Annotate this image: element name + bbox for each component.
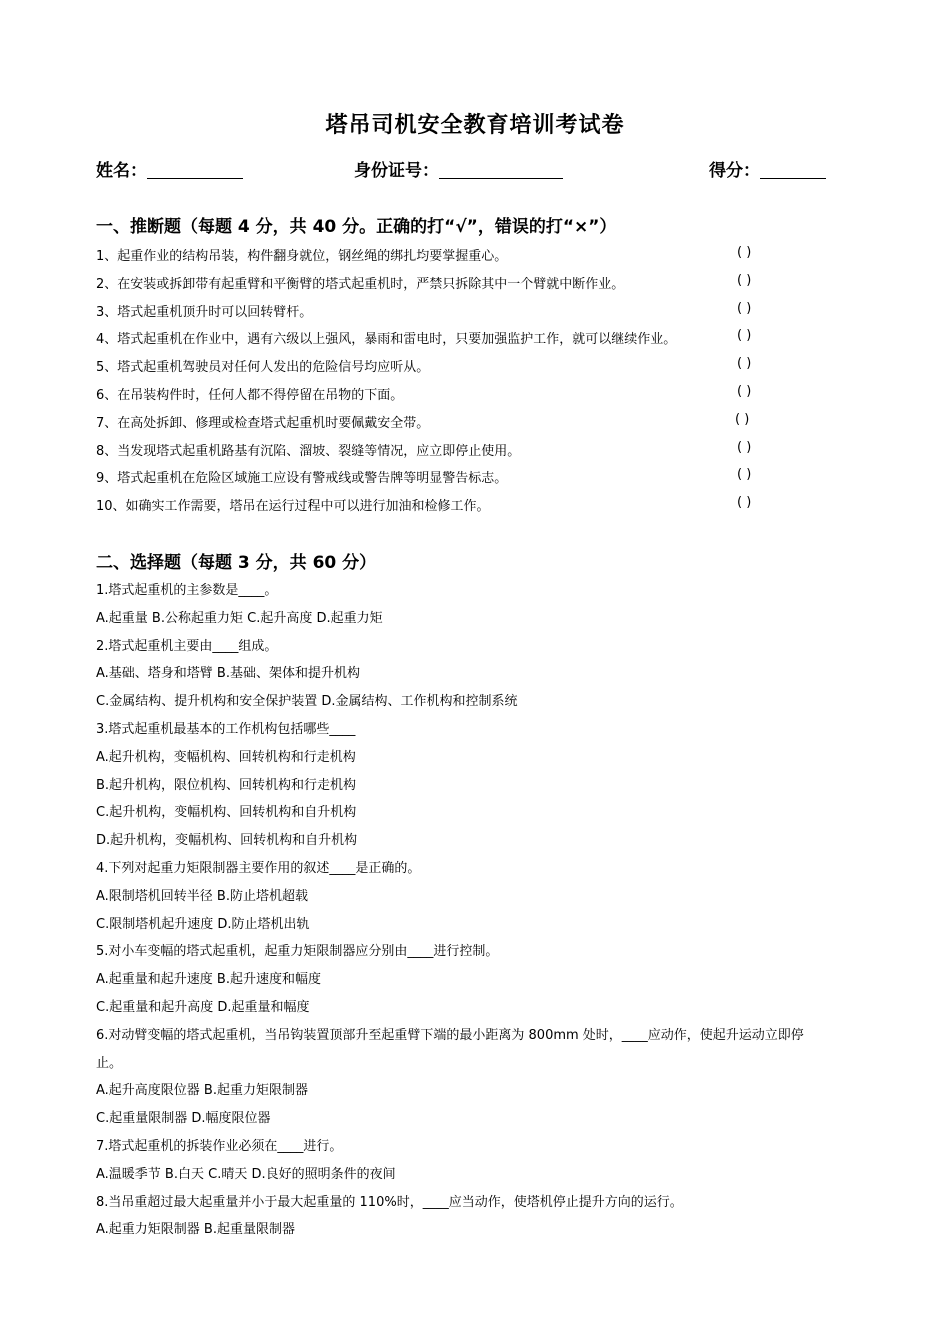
answer-parentheses[interactable]: ( ) xyxy=(737,272,752,288)
choice-line: 3.塔式起重机最基本的工作机构包括哪些____ xyxy=(96,722,356,737)
choice-line: A.起重量 B.公称起重力矩 C.起升高度 D.起重力矩 xyxy=(96,610,383,626)
answer-parentheses[interactable]: ( ) xyxy=(737,384,752,399)
tf-question: 7、在高处拆卸、修理或检查塔式起重机时要佩戴安全带。 xyxy=(96,415,430,431)
choice-line: 6.对动臂变幅的塔式起重机，当吊钩装置顶部升至起重臂下端的最小距离为 800mm 处时，____应动作，使起升运动立即停 xyxy=(96,1027,804,1043)
tf-question: 6、在吊装构件时，任何人都不得停留在吊物的下面。 xyxy=(96,388,404,403)
score-label: 得分： xyxy=(709,161,760,181)
tf-question: 3、塔式起重机顶升时可以回转臂杆。 xyxy=(96,304,313,320)
tf-question: 5、塔式起重机驾驶员对任何人发出的危险信号均应听从。 xyxy=(96,360,430,376)
choice-line: C.起重量和起升高度 D.起重量和幅度 xyxy=(96,1000,310,1015)
choice-line: D.起升机构，变幅机构、回转机构和自升机构 xyxy=(96,833,358,849)
answer-parentheses[interactable]: ( ) xyxy=(735,411,750,427)
tf-question: 9、塔式起重机在危险区域施工应设有警戒线或警告牌等明显警告标志。 xyxy=(96,471,508,487)
score-field xyxy=(709,156,826,181)
section1-heading: 一、推断题（每题 4 分，共 40 分。正确的打“√”，错误的打“×”） xyxy=(96,217,617,237)
choice-line: A.起升高度限位器 B.起重力矩限制器 xyxy=(96,1083,308,1099)
id-blank[interactable] xyxy=(439,160,563,179)
exam-title: 塔吊司机安全教育培训考试卷 xyxy=(325,113,625,138)
answer-parentheses[interactable]: ( ) xyxy=(737,300,752,316)
choice-line: 4.下列对起重力矩限制器主要作用的叙述____是正确的。 xyxy=(96,861,421,876)
choice-line: 8.当吊重超过最大起重量并小于最大起重量的 110%时，____应当动作，使塔机停止提升方向的运行。 xyxy=(96,1194,683,1210)
score-blank[interactable] xyxy=(760,160,826,179)
choice-line: 5.对小车变幅的塔式起重机，起重力矩限制器应分别由____进行控制。 xyxy=(96,944,499,960)
name-field xyxy=(96,156,243,181)
answer-parentheses[interactable]: ( ) xyxy=(737,467,752,483)
choice-line: 止。 xyxy=(96,1055,123,1071)
choice-line: A.基础、塔身和塔臂 B.基础、架体和提升机构 xyxy=(96,666,360,682)
choice-line: A.起重量和起升速度 B.起升速度和幅度 xyxy=(96,972,321,988)
tf-question: 1、起重作业的结构吊装，构件翻身就位，钢丝绳的绑扎均要掌握重心。 xyxy=(96,249,508,264)
answer-parentheses[interactable]: ( ) xyxy=(737,356,752,372)
choice-line: C.金属结构、提升机构和安全保护装置 D.金属结构、工作机构和控制系统 xyxy=(96,694,518,710)
choice-line: 7.塔式起重机的拆装作业必须在____进行。 xyxy=(96,1139,343,1154)
choice-line: A.温暖季节 B.白天 C.晴天 D.良好的照明条件的夜间 xyxy=(96,1166,396,1182)
tf-question: 2、在安装或拆卸带有起重臂和平衡臂的塔式起重机时，严禁只拆除其中一个臂就中断作业。 xyxy=(96,276,625,292)
name-label: 姓名： xyxy=(96,161,147,181)
choice-line: C.起升机构，变幅机构、回转机构和自升机构 xyxy=(96,805,357,821)
id-label: 身份证号： xyxy=(354,161,439,181)
choice-line: C.起重量限制器 D.幅度限位器 xyxy=(96,1111,271,1127)
choice-line: A.起重力矩限制器 B.起重量限制器 xyxy=(96,1222,295,1238)
choice-line: A.起升机构，变幅机构、回转机构和行走机构 xyxy=(96,749,356,765)
answer-parentheses[interactable]: ( ) xyxy=(737,245,752,260)
answer-parentheses[interactable]: ( ) xyxy=(737,495,752,511)
choice-line: A.限制塔机回转半径 B.防止塔机超载 xyxy=(96,888,308,904)
choice-line: 1.塔式起重机的主参数是____。 xyxy=(96,583,278,598)
choice-line: 2.塔式起重机主要由____组成。 xyxy=(96,638,278,654)
answer-parentheses[interactable]: ( ) xyxy=(737,439,752,455)
tf-question: 8、当发现塔式起重机路基有沉陷、溜坡、裂缝等情况，应立即停止使用。 xyxy=(96,443,521,459)
tf-question: 10、如确实工作需要，塔吊在运行过程中可以进行加油和检修工作。 xyxy=(96,499,490,515)
id-field xyxy=(354,156,563,181)
choice-line: B.起升机构，限位机构、回转机构和行走机构 xyxy=(96,777,357,793)
answer-parentheses[interactable]: ( ) xyxy=(737,328,752,344)
section2-heading: 二、选择题（每题 3 分，共 60 分） xyxy=(96,553,377,573)
tf-question: 4、塔式起重机在作业中，遇有六级以上强风，暴雨和雷电时，只要加强监护工作，就可以继续作业。 xyxy=(96,332,677,348)
name-blank[interactable] xyxy=(147,160,243,179)
choice-line: C.限制塔机起升速度 D.防止塔机出轨 xyxy=(96,916,310,932)
